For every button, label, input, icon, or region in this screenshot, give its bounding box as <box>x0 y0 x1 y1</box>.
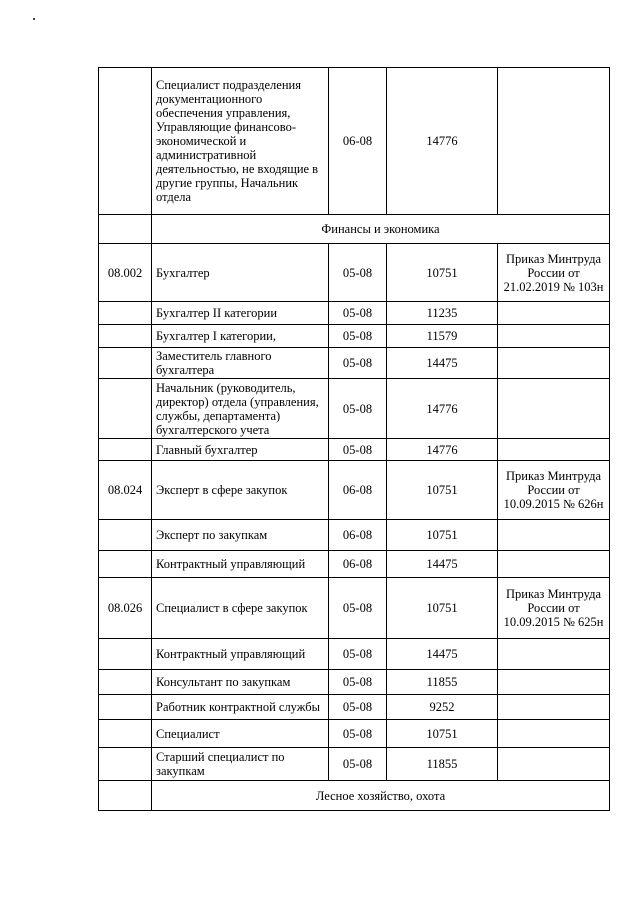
salary-cell: 14776 <box>387 68 498 215</box>
code-cell <box>99 348 152 379</box>
code-cell <box>99 670 152 695</box>
position-name-cell: Контрактный управляющий <box>152 639 329 670</box>
table-row <box>99 244 610 302</box>
code-cell <box>99 720 152 748</box>
salary-cell: 11579 <box>387 325 498 348</box>
standard-order-cell <box>498 439 610 461</box>
salary-cell: 14776 <box>387 439 498 461</box>
standard-order-cell <box>498 720 610 748</box>
code-cell: 08.002 <box>99 244 152 302</box>
code-cell <box>99 302 152 325</box>
qualification-level-cell: 05-08 <box>329 325 387 348</box>
positions-table <box>98 67 610 811</box>
standard-order-cell <box>498 379 610 439</box>
section-title: Финансы и экономика <box>152 215 610 244</box>
salary-cell: 14475 <box>387 348 498 379</box>
qualification-level-cell: 05-08 <box>329 302 387 325</box>
code-cell <box>99 695 152 720</box>
qualification-level-cell: 05-08 <box>329 348 387 379</box>
position-name-cell: Бухгалтер I категории, <box>152 325 329 348</box>
section-code-cell <box>99 215 152 244</box>
position-name-cell: Специалист в сфере закупок <box>152 578 329 639</box>
qualification-level-cell: 06-08 <box>329 68 387 215</box>
code-cell <box>99 379 152 439</box>
salary-cell: 14475 <box>387 639 498 670</box>
qualification-level-cell: 05-08 <box>329 244 387 302</box>
qualification-level-cell: 05-08 <box>329 670 387 695</box>
table-row <box>99 348 610 379</box>
standard-order-cell: Приказ Минтруда России от 10.09.2015 № 626н <box>498 461 610 520</box>
table-row <box>99 670 610 695</box>
salary-cell: 10751 <box>387 244 498 302</box>
qualification-level-cell: 06-08 <box>329 461 387 520</box>
qualification-level-cell: 06-08 <box>329 520 387 551</box>
section-code-cell <box>99 781 152 811</box>
position-name-cell: Контрактный управляющий <box>152 551 329 578</box>
positions-table-body <box>99 68 610 811</box>
salary-cell: 11235 <box>387 302 498 325</box>
code-cell: 08.024 <box>99 461 152 520</box>
table-row <box>99 379 610 439</box>
code-cell <box>99 325 152 348</box>
code-cell <box>99 639 152 670</box>
qualification-level-cell: 05-08 <box>329 748 387 781</box>
position-name-cell: Заместитель главного бухгалтера <box>152 348 329 379</box>
position-name-cell: Работник контрактной службы <box>152 695 329 720</box>
code-cell <box>99 551 152 578</box>
qualification-level-cell: 05-08 <box>329 379 387 439</box>
table-row <box>99 520 610 551</box>
position-name-cell: Бухгалтер <box>152 244 329 302</box>
code-cell <box>99 520 152 551</box>
section-row <box>99 215 610 244</box>
salary-cell: 10751 <box>387 520 498 551</box>
position-name-cell: Эксперт в сфере закупок <box>152 461 329 520</box>
qualification-level-cell: 05-08 <box>329 639 387 670</box>
table-row <box>99 68 610 215</box>
standard-order-cell: Приказ Минтруда России от 10.09.2015 № 625н <box>498 578 610 639</box>
position-name-cell: Эксперт по закупкам <box>152 520 329 551</box>
table-row <box>99 302 610 325</box>
salary-cell: 11855 <box>387 748 498 781</box>
code-cell: 08.026 <box>99 578 152 639</box>
salary-cell: 10751 <box>387 461 498 520</box>
table-row <box>99 578 610 639</box>
standard-order-cell: Приказ Минтруда России от 21.02.2019 № 103н <box>498 244 610 302</box>
qualification-level-cell: 05-08 <box>329 695 387 720</box>
code-cell <box>99 748 152 781</box>
standard-order-cell <box>498 520 610 551</box>
standard-order-cell <box>498 348 610 379</box>
qualification-level-cell: 05-08 <box>329 578 387 639</box>
standard-order-cell <box>498 302 610 325</box>
standard-order-cell <box>498 670 610 695</box>
qualification-level-cell: 05-08 <box>329 439 387 461</box>
code-cell <box>99 68 152 215</box>
salary-cell: 10751 <box>387 720 498 748</box>
position-name-cell: Старший специалист по закупкам <box>152 748 329 781</box>
position-name-cell: Консультант по закупкам <box>152 670 329 695</box>
table-row <box>99 551 610 578</box>
section-row <box>99 781 610 811</box>
standard-order-cell <box>498 748 610 781</box>
position-name-cell: Главный бухгалтер <box>152 439 329 461</box>
standard-order-cell <box>498 639 610 670</box>
scan-speck <box>33 18 35 20</box>
qualification-level-cell: 06-08 <box>329 551 387 578</box>
table-row <box>99 461 610 520</box>
code-cell <box>99 439 152 461</box>
table-row <box>99 695 610 720</box>
salary-cell: 14475 <box>387 551 498 578</box>
salary-cell: 10751 <box>387 578 498 639</box>
salary-cell: 14776 <box>387 379 498 439</box>
qualification-level-cell: 05-08 <box>329 720 387 748</box>
table-row <box>99 439 610 461</box>
table-row <box>99 325 610 348</box>
position-name-cell: Начальник (руководитель, директор) отдела (управления, службы, департамента) бухгалтерского учета <box>152 379 329 439</box>
standard-order-cell <box>498 551 610 578</box>
standard-order-cell <box>498 68 610 215</box>
salary-cell: 9252 <box>387 695 498 720</box>
section-title: Лесное хозяйство, охота <box>152 781 610 811</box>
standard-order-cell <box>498 325 610 348</box>
standard-order-cell <box>498 695 610 720</box>
position-name-cell: Специалист <box>152 720 329 748</box>
table-row <box>99 639 610 670</box>
table-row <box>99 748 610 781</box>
salary-cell: 11855 <box>387 670 498 695</box>
position-name-cell: Бухгалтер II категории <box>152 302 329 325</box>
position-name-cell: Специалист подразделения документационного обеспечения управления, Управляющие финансово-экономической и административной деятельностью, не входящие в другие группы, Начальник отдела <box>152 68 329 215</box>
table-row <box>99 720 610 748</box>
